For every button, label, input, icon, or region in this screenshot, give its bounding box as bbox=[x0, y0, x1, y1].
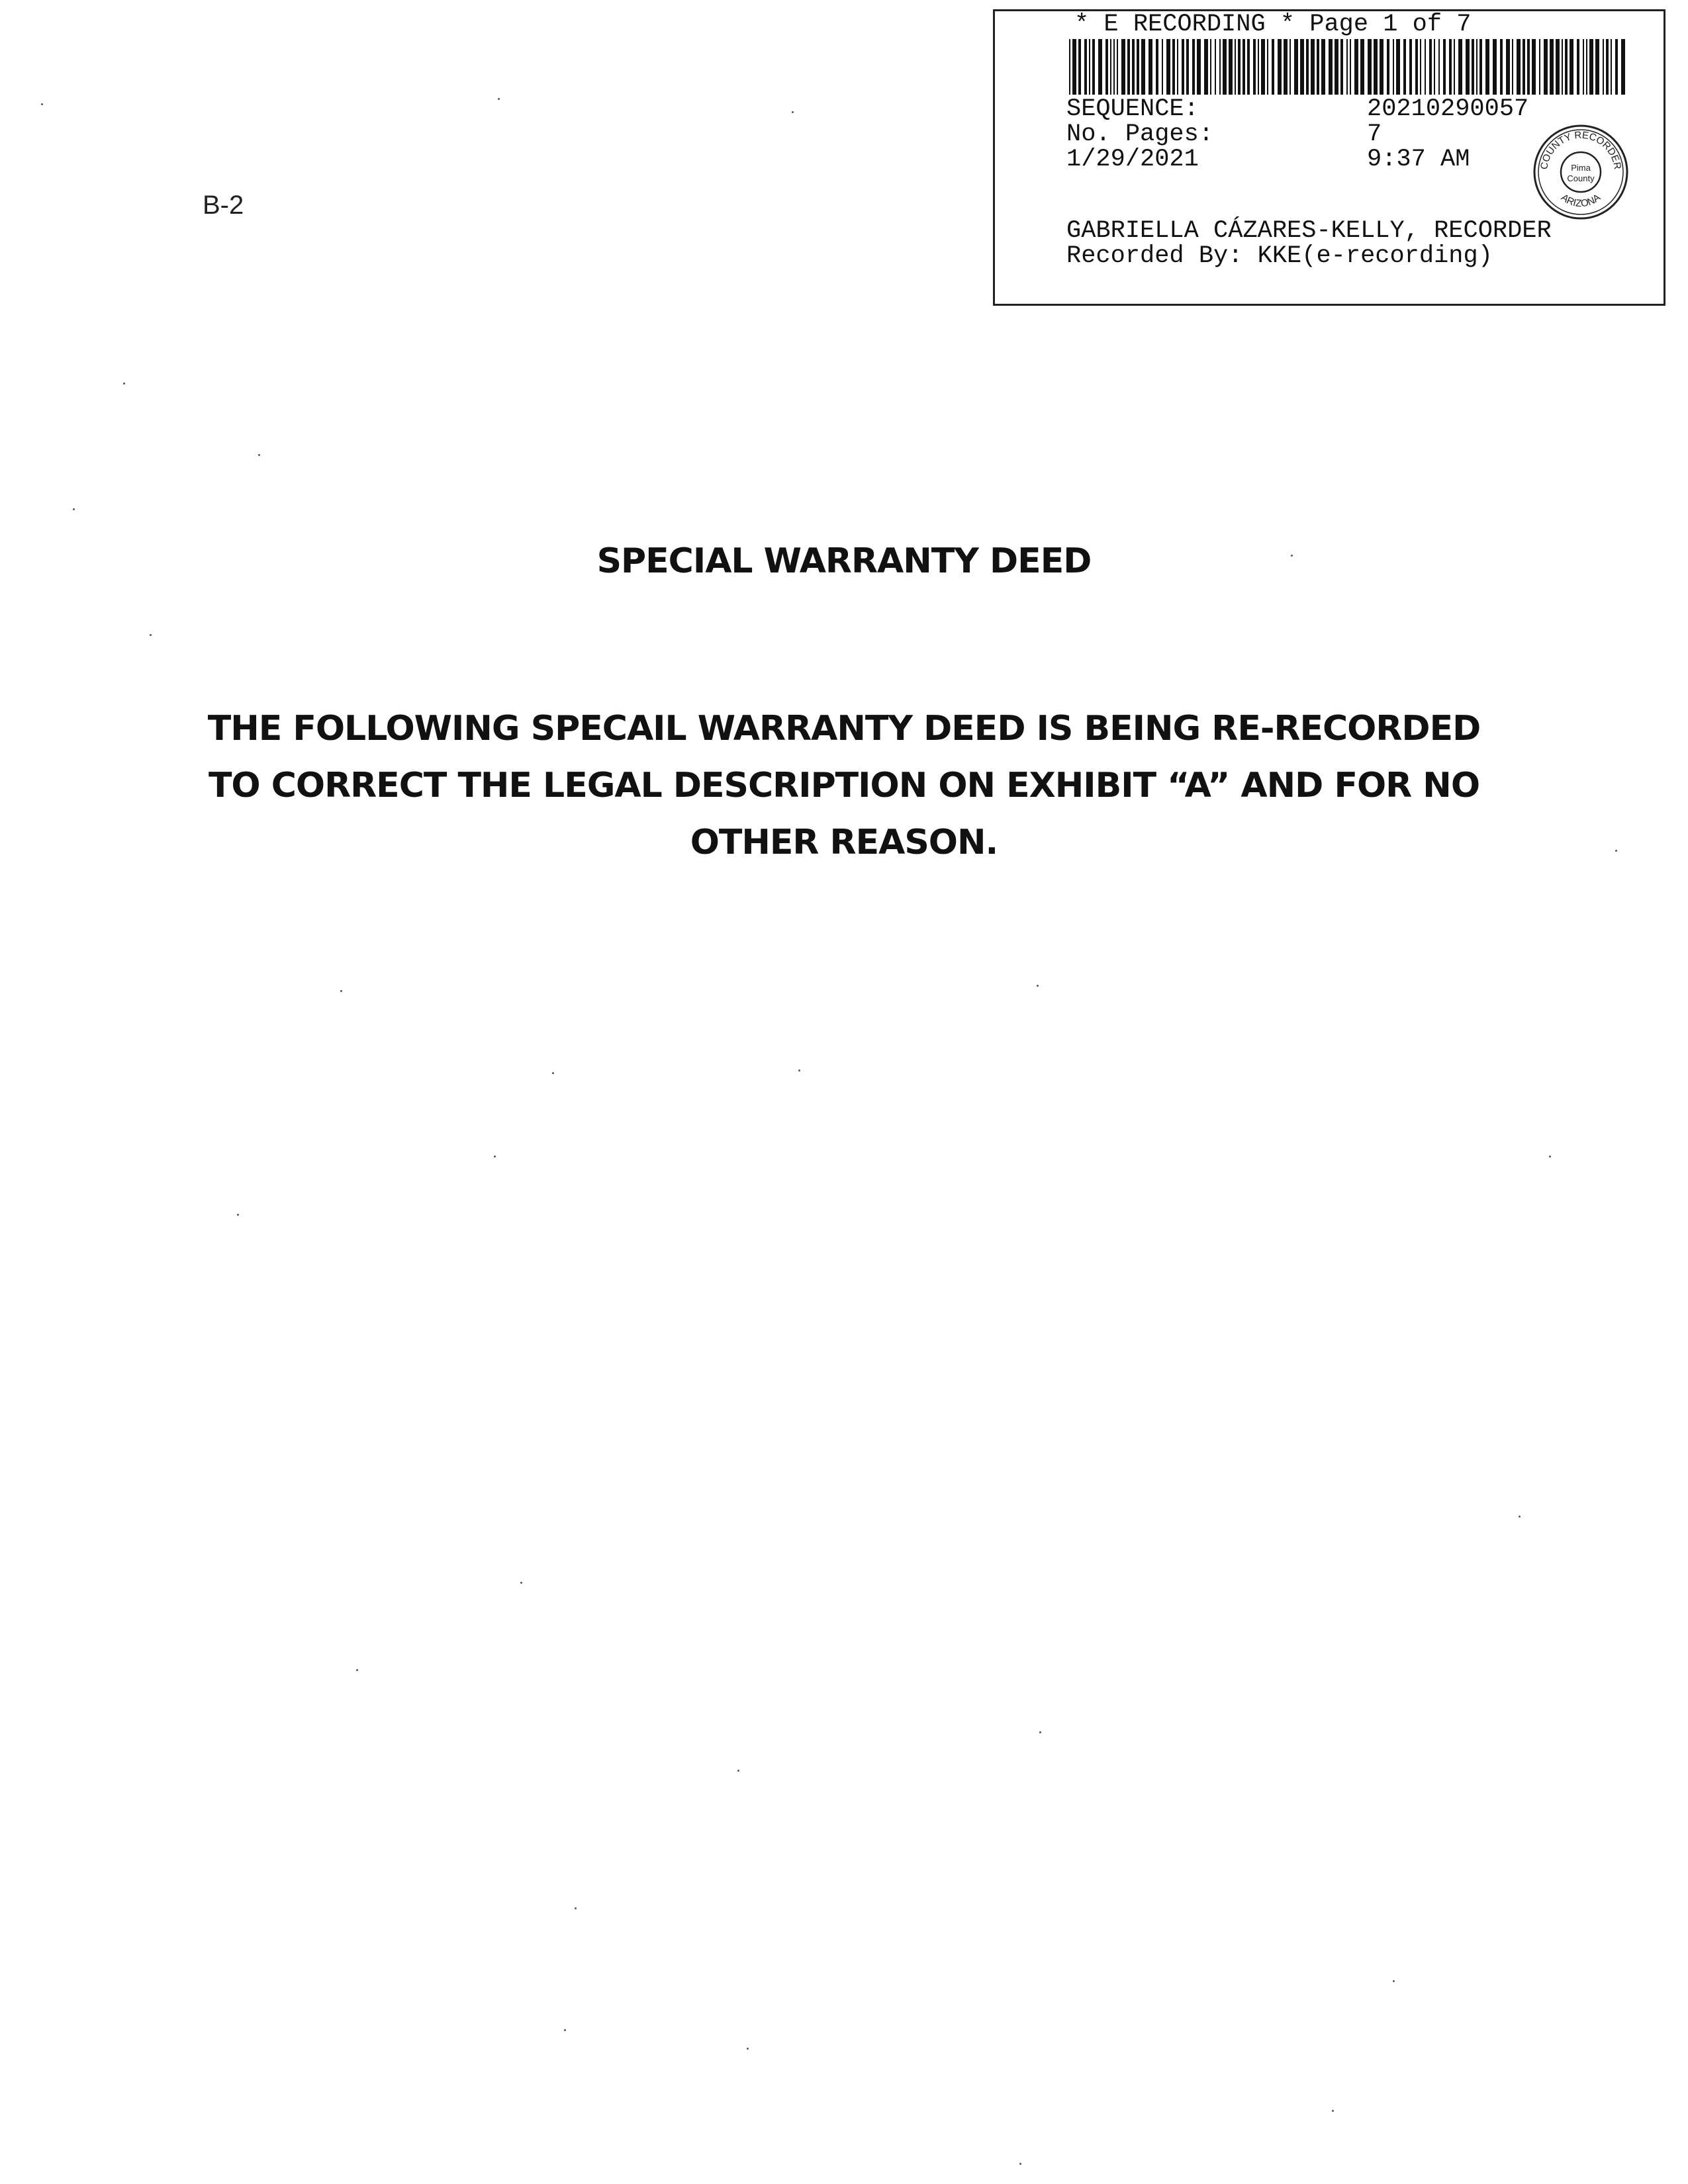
barcode-bar bbox=[1172, 39, 1175, 95]
seal-bottom-text: ARIZONA bbox=[1559, 191, 1603, 210]
barcode-bar bbox=[1350, 39, 1351, 95]
barcode-bar bbox=[1137, 39, 1139, 95]
barcode-bar bbox=[1606, 39, 1609, 95]
barcode-bar bbox=[1117, 39, 1118, 95]
barcode-bar bbox=[1215, 39, 1216, 95]
barcode-bar bbox=[1493, 39, 1497, 95]
barcode-icon bbox=[1069, 39, 1625, 95]
barcode-bar bbox=[1476, 39, 1477, 95]
barcode-bar bbox=[1127, 39, 1130, 95]
recording-stamp bbox=[993, 9, 1665, 306]
barcode-bar bbox=[1186, 39, 1189, 95]
sequence-label: SEQUENCE: bbox=[1066, 95, 1199, 123]
barcode-bar bbox=[1098, 39, 1102, 95]
barcode-bar bbox=[1223, 39, 1227, 95]
stamp-header: * E RECORDING * Page 1 of 7 bbox=[1074, 11, 1472, 38]
scan-speck bbox=[564, 2029, 566, 2031]
barcode-bar bbox=[1089, 39, 1090, 95]
pages-value: 7 bbox=[1367, 120, 1382, 148]
barcode-bar bbox=[1177, 39, 1178, 95]
barcode-bar bbox=[1294, 39, 1298, 95]
barcode-bar bbox=[1443, 39, 1446, 95]
scan-speck bbox=[1291, 555, 1293, 557]
scan-speck bbox=[1019, 2163, 1021, 2165]
barcode-bar bbox=[1182, 39, 1184, 95]
notice-line: OTHER REASON. bbox=[690, 823, 998, 862]
barcode-bar bbox=[1162, 39, 1163, 95]
barcode-bar bbox=[1512, 39, 1513, 95]
barcode-bar bbox=[1092, 39, 1095, 95]
barcode-bar bbox=[1454, 39, 1455, 95]
barcode-bar bbox=[1523, 39, 1525, 95]
barcode-bar bbox=[1247, 39, 1250, 95]
barcode-bar bbox=[1335, 39, 1338, 95]
scan-speck bbox=[520, 1582, 522, 1584]
recorded-by: Recorded By: KKE(e-recording) bbox=[1066, 242, 1493, 270]
barcode-bar bbox=[1434, 39, 1435, 95]
barcode-bar bbox=[1565, 39, 1568, 95]
barcode-bar bbox=[1621, 39, 1625, 95]
barcode-bar bbox=[1458, 39, 1462, 95]
barcode-bar bbox=[1360, 39, 1364, 95]
scan-speck bbox=[1393, 1980, 1395, 1982]
barcode-bar bbox=[1368, 39, 1372, 95]
barcode-bar bbox=[1284, 39, 1288, 95]
county-seal-icon bbox=[1531, 122, 1630, 222]
barcode-bar bbox=[1289, 39, 1291, 95]
scan-speck bbox=[494, 1156, 496, 1158]
barcode-bar bbox=[1570, 39, 1573, 95]
barcode-bar bbox=[1472, 39, 1474, 95]
barcode-bar bbox=[1078, 39, 1081, 95]
scan-speck bbox=[237, 1214, 239, 1216]
barcode-bar bbox=[1192, 39, 1195, 95]
barcode-bar bbox=[1506, 39, 1510, 95]
barcode-bar bbox=[1300, 39, 1304, 95]
recorder-name: GABRIELLA CÁZARES-KELLY, RECORDER bbox=[1066, 217, 1552, 245]
barcode-bar bbox=[1243, 39, 1245, 95]
barcode-bar bbox=[1586, 39, 1587, 95]
barcode-bar bbox=[1084, 39, 1087, 95]
scan-speck bbox=[1039, 1731, 1041, 1733]
barcode-bar bbox=[1317, 39, 1319, 95]
barcode-bar bbox=[1267, 39, 1268, 95]
barcode-bar bbox=[1105, 39, 1108, 95]
scan-speck bbox=[1549, 1156, 1551, 1158]
scan-speck bbox=[498, 98, 500, 100]
notice-line: TO CORRECT THE LEGAL DESCRIPTION ON EXHIBIT “A” AND FOR NO bbox=[208, 766, 1480, 805]
barcode-bar bbox=[1197, 39, 1201, 95]
barcode-bar bbox=[1072, 39, 1076, 95]
barcode-bar bbox=[1409, 39, 1412, 95]
barcode-bar bbox=[1166, 39, 1170, 95]
barcode-bar bbox=[1132, 39, 1135, 95]
barcode-bar bbox=[1544, 39, 1548, 95]
scan-speck bbox=[552, 1072, 554, 1074]
barcode-bar bbox=[1517, 39, 1521, 95]
barcode-bar bbox=[1069, 39, 1070, 95]
barcode-bar bbox=[1500, 39, 1503, 95]
barcode-bar bbox=[1396, 39, 1400, 95]
scan-speck bbox=[73, 508, 75, 510]
barcode-bar bbox=[1311, 39, 1315, 95]
seal-center-top: Pima bbox=[1571, 163, 1591, 173]
barcode-bar bbox=[1603, 39, 1604, 95]
barcode-bar bbox=[1415, 39, 1418, 95]
notice-line: THE FOLLOWING SPECAIL WARRANTY DEED IS BEING RE-RECORDED bbox=[207, 709, 1481, 749]
barcode-bar bbox=[1272, 39, 1274, 95]
barcode-bar bbox=[1253, 39, 1256, 95]
barcode-bar bbox=[1425, 39, 1426, 95]
barcode-bar bbox=[1479, 39, 1482, 95]
scan-speck bbox=[747, 2048, 749, 2050]
scan-speck bbox=[150, 634, 152, 636]
barcode-bar bbox=[1121, 39, 1125, 95]
barcode-bar bbox=[1229, 39, 1233, 95]
barcode-bar bbox=[1595, 39, 1599, 95]
barcode-bar bbox=[1374, 39, 1378, 95]
barcode-bar bbox=[1577, 39, 1579, 95]
barcode-bar bbox=[1306, 39, 1309, 95]
sequence-value: 20210290057 bbox=[1367, 95, 1529, 123]
barcode-bar bbox=[1449, 39, 1452, 95]
scan-speck bbox=[123, 383, 125, 385]
barcode-bar bbox=[1562, 39, 1563, 95]
barcode-bar bbox=[1527, 39, 1530, 95]
scan-speck bbox=[1037, 985, 1039, 987]
scan-speck bbox=[41, 103, 43, 105]
barcode-bar bbox=[1204, 39, 1208, 95]
barcode-bar bbox=[1539, 39, 1540, 95]
recording-time: 9:37 AM bbox=[1367, 146, 1470, 173]
barcode-bar bbox=[1219, 39, 1221, 95]
seal-top-text: COUNTY RECORDER bbox=[1538, 129, 1623, 171]
barcode-bar bbox=[1393, 39, 1394, 95]
barcode-bar bbox=[1149, 39, 1152, 95]
barcode-bar bbox=[1329, 39, 1333, 95]
barcode-bar bbox=[1387, 39, 1389, 95]
barcode-bar bbox=[1238, 39, 1241, 95]
barcode-bar bbox=[1321, 39, 1325, 95]
pages-label: No. Pages: bbox=[1066, 120, 1214, 148]
barcode-bar bbox=[1354, 39, 1358, 95]
barcode-bar bbox=[1258, 39, 1259, 95]
barcode-bar bbox=[1589, 39, 1593, 95]
barcode-bar bbox=[1611, 39, 1612, 95]
barcode-bar bbox=[1235, 39, 1236, 95]
barcode-bar bbox=[1429, 39, 1432, 95]
barcode-bar bbox=[1583, 39, 1584, 95]
scan-speck bbox=[792, 111, 794, 113]
barcode-bar bbox=[1466, 39, 1470, 95]
scan-speck bbox=[575, 1907, 577, 1909]
scan-speck bbox=[737, 1770, 739, 1772]
barcode-bar bbox=[1346, 39, 1348, 95]
barcode-bar bbox=[1420, 39, 1421, 95]
barcode-bar bbox=[1556, 39, 1560, 95]
scan-speck bbox=[356, 1669, 358, 1671]
barcode-bar bbox=[1156, 39, 1158, 95]
scan-speck bbox=[1332, 2110, 1334, 2112]
barcode-bar bbox=[1550, 39, 1554, 95]
seal-center-bottom: County bbox=[1567, 173, 1595, 183]
barcode-bar bbox=[1261, 39, 1265, 95]
re-recording-notice bbox=[199, 700, 1489, 871]
barcode-bar bbox=[1210, 39, 1211, 95]
barcode-bar bbox=[1438, 39, 1440, 95]
barcode-bar bbox=[1110, 39, 1111, 95]
barcode-bar bbox=[1485, 39, 1489, 95]
document-title: SPECIAL WARRANTY DEED bbox=[596, 541, 1092, 581]
barcode-bar bbox=[1403, 39, 1406, 95]
barcode-bar bbox=[1615, 39, 1618, 95]
scan-speck bbox=[258, 454, 260, 456]
barcode-bar bbox=[1113, 39, 1115, 95]
barcode-bar bbox=[1532, 39, 1536, 95]
scan-speck bbox=[1615, 850, 1617, 852]
barcode-bar bbox=[1380, 39, 1383, 95]
barcode-bar bbox=[1278, 39, 1282, 95]
scan-speck bbox=[798, 1069, 800, 1071]
barcode-bar bbox=[1340, 39, 1343, 95]
scan-speck bbox=[340, 990, 342, 992]
recording-date: 1/29/2021 bbox=[1066, 146, 1199, 173]
reference-code: B-2 bbox=[203, 191, 244, 220]
scan-speck bbox=[1519, 1516, 1521, 1518]
barcode-bar bbox=[1141, 39, 1145, 95]
